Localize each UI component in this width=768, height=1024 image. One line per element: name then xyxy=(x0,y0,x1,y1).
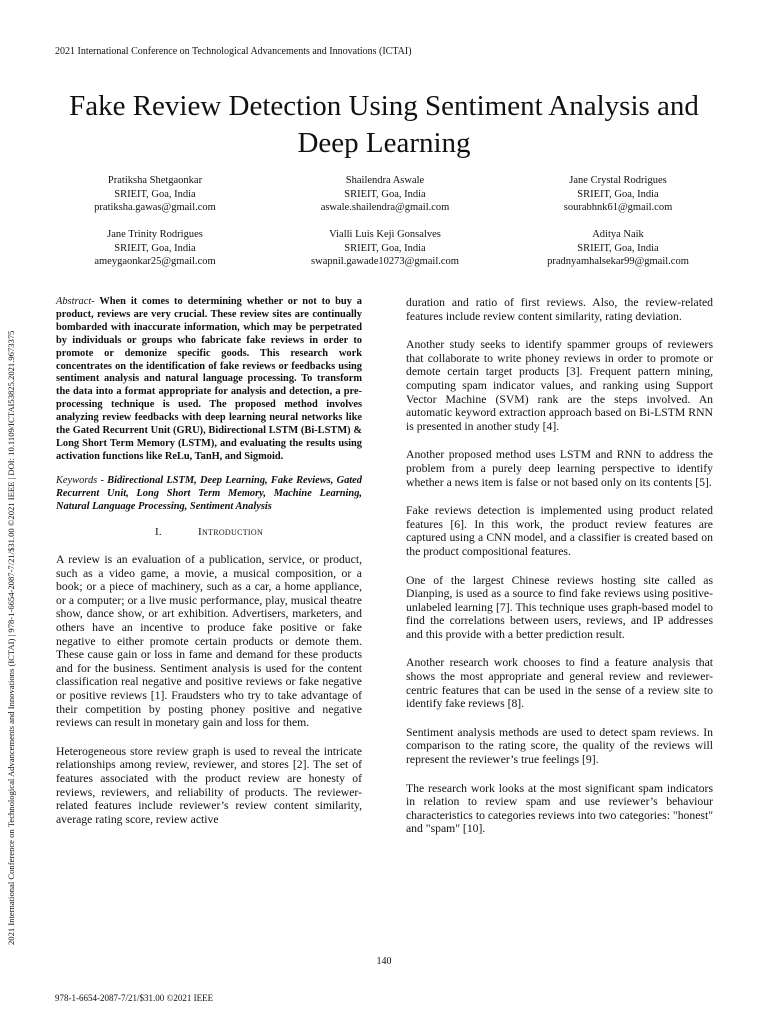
author-name: Shailendra Aswale xyxy=(345,175,425,186)
body-paragraph: Heterogeneous store review graph is used to reveal the intricate relationships among review, reviewer, and stores [2]. The set of features associated with the product review are honesty of reviews, reviewers, and reliability of products. The reviewer-related features include reviewer’s review content similarity, average rating score, review active xyxy=(56,744,362,826)
author-block xyxy=(508,174,728,215)
author-email: pratiksha.gawas@gmail.com xyxy=(94,202,216,213)
abstract-text: When it comes to determining whether or not to buy a product, reviews are very crucial. These review sites are continually bombarded with inaccurate information, which may be perpetrated by individuals or groups who fabricate fake reviews in order to promote or demonize specific goods. This research work concentrates on the identification of fake reviews or feedbacks using sentiment analysis and natural language processing. To transform the data into a format appropriate for analysis and detection, a pre-processing technique is used. The proposed method involves analyzing review feedbacks with deep learning neural networks like the Gated Recurrent Unit (GRU), Bidirectional LSTM (Bi-LSTM) & Long Short Term Memory (LSTM), and evaluating the results using activation functions like ReLu, TanH, and Sigmoid. xyxy=(56,296,362,462)
author-name: Aditya Naik xyxy=(592,229,644,240)
abstract xyxy=(56,296,362,464)
paper-title: Fake Review Detection Using Sentiment Analysis and Deep Learning xyxy=(69,90,699,159)
abstract-label: Abstract- xyxy=(56,296,95,307)
author-block xyxy=(508,228,728,269)
author-affiliation: SRIEIT, Goa, India xyxy=(577,188,659,200)
conference-header: 2021 International Conference on Technological Advancements and Innovations (ICTAI) xyxy=(55,46,412,57)
author-email: sourabhnk61@gmail.com xyxy=(563,202,673,213)
author-email: aswale.shailendra@gmail.com xyxy=(320,202,450,213)
author-affiliation: SRIEIT, Goa, India xyxy=(114,188,196,200)
body-paragraph: duration and ratio of first reviews. Also, the review-related features include review content similarity, rating deviation. xyxy=(406,296,713,323)
body-paragraph: Another study seeks to identify spammer groups of reviewers that collaborate to write phoney reviews in order to promote or demote certain target products [3]. Frequent pattern mining, computing spam indicator values, and ranking using Support Vector Machine (SVM) rank are the steps involved. An automatic keyword extraction approach based on Bi-LSTM RNN is presented in another study [4]. xyxy=(406,338,713,433)
author-affiliation: SRIEIT, Goa, India xyxy=(577,242,659,254)
section-title: Introduction xyxy=(197,525,264,538)
author-email: pradnyamhalsekar99@gmail.com xyxy=(547,256,689,267)
author-affiliation: SRIEIT, Goa, India xyxy=(344,242,426,254)
author-block xyxy=(275,174,495,215)
author-affiliation: SRIEIT, Goa, India xyxy=(114,242,196,254)
body-paragraph: Sentiment analysis methods are used to detect spam reviews. In comparison to the rating score, the quality of the reviews will represent the reviewer’s true feelings [9]. xyxy=(406,725,713,767)
author-affiliation: SRIEIT, Goa, India xyxy=(344,188,426,200)
author-block xyxy=(45,228,265,269)
body-paragraph: Fake reviews detection is implemented using product related features [6]. In this work, the product review features are captured using a CNN model, and a classifier is created based on the product compositional features. xyxy=(406,504,713,558)
keywords xyxy=(56,475,362,514)
author-email: ameygaonkar25@gmail.com xyxy=(94,256,216,267)
section-heading xyxy=(56,526,362,540)
left-column xyxy=(56,296,362,841)
body-paragraph: One of the largest Chinese reviews hosting site called as Dianping, is used as a source to find fake reviews using positive-unlabeled learning [7]. This technique uses graph-based model to find the correlations between users, reviews, and IP addresses and this provide with a better prediction result. xyxy=(406,573,713,641)
author-block xyxy=(275,228,495,269)
author-name: Jane Trinity Rodrigues xyxy=(107,229,203,240)
right-column xyxy=(406,296,713,851)
body-paragraph: Another proposed method uses LSTM and RNN to address the problem from a purely deep learning perspective to identify whether a news item is false or not based only on its contents [5]. xyxy=(406,448,713,489)
author-name: Jane Crystal Rodrigues xyxy=(569,175,667,186)
section-number: I. xyxy=(154,525,162,538)
keywords-label: Keywords - xyxy=(56,474,104,486)
body-paragraph: Another research work chooses to find a feature analysis that shows the most appropriate and general review and reviewer-centric features that can be used in the sense of a review site to identify fake reviews [8]. xyxy=(406,656,713,711)
author-email: swapnil.gawade10273@gmail.com xyxy=(311,256,459,267)
footer-copyright: 978-1-6654-2087-7/21/$31.00 ©2021 IEEE xyxy=(55,993,214,1003)
keywords-text: Bidirectional LSTM, Deep Learning, Fake Reviews, Gated Recurrent Unit, Long Short Term Memory, Machine Learning, Natural Language Processing, Sentiment Analysis xyxy=(56,474,362,512)
author-name: Pratiksha Shetgaonkar xyxy=(107,175,203,186)
doi-side-strip: 2021 International Conference on Technological Advancements and Innovations (ICTAI) | 978-1-6654-2087-7/21/$31.00 ©2021 IEEE | DOI: 10.1109/ICTAI53825.2021.9673375 xyxy=(6,330,16,945)
author-name: Vialli Luis Keji Gonsalves xyxy=(329,229,441,240)
body-paragraph: The research work looks at the most significant spam indicators in relation to review spam and use reviewer’s behaviour characteristics to categories reviews into two categories: "honest" and "spam" [10]. xyxy=(406,781,713,836)
body-paragraph: A review is an evaluation of a publication, service, or product, such as a video game, a movie, a musical composition, or a book; or a piece of machinery, such as a car, a home appliance, or a computer; or a live music performance, play, musical theatre show, dance show, or art exhibition. Advertisers, marketers, and others have an incentive to produce fake positive or fake negative to either promote certain products or demote them. These cause gain or loss in fame and demand for these products and for the business. Sentiment analysis is used for the content classification real negative and positive reviews or fake negative or positive reviews [1]. Fraudsters who try to take advantage of their competition by posting phoney positive and negative reviews can result in monetary gain and loss for them. xyxy=(56,553,362,730)
page-number: 140 xyxy=(376,956,392,967)
author-block xyxy=(45,174,265,215)
